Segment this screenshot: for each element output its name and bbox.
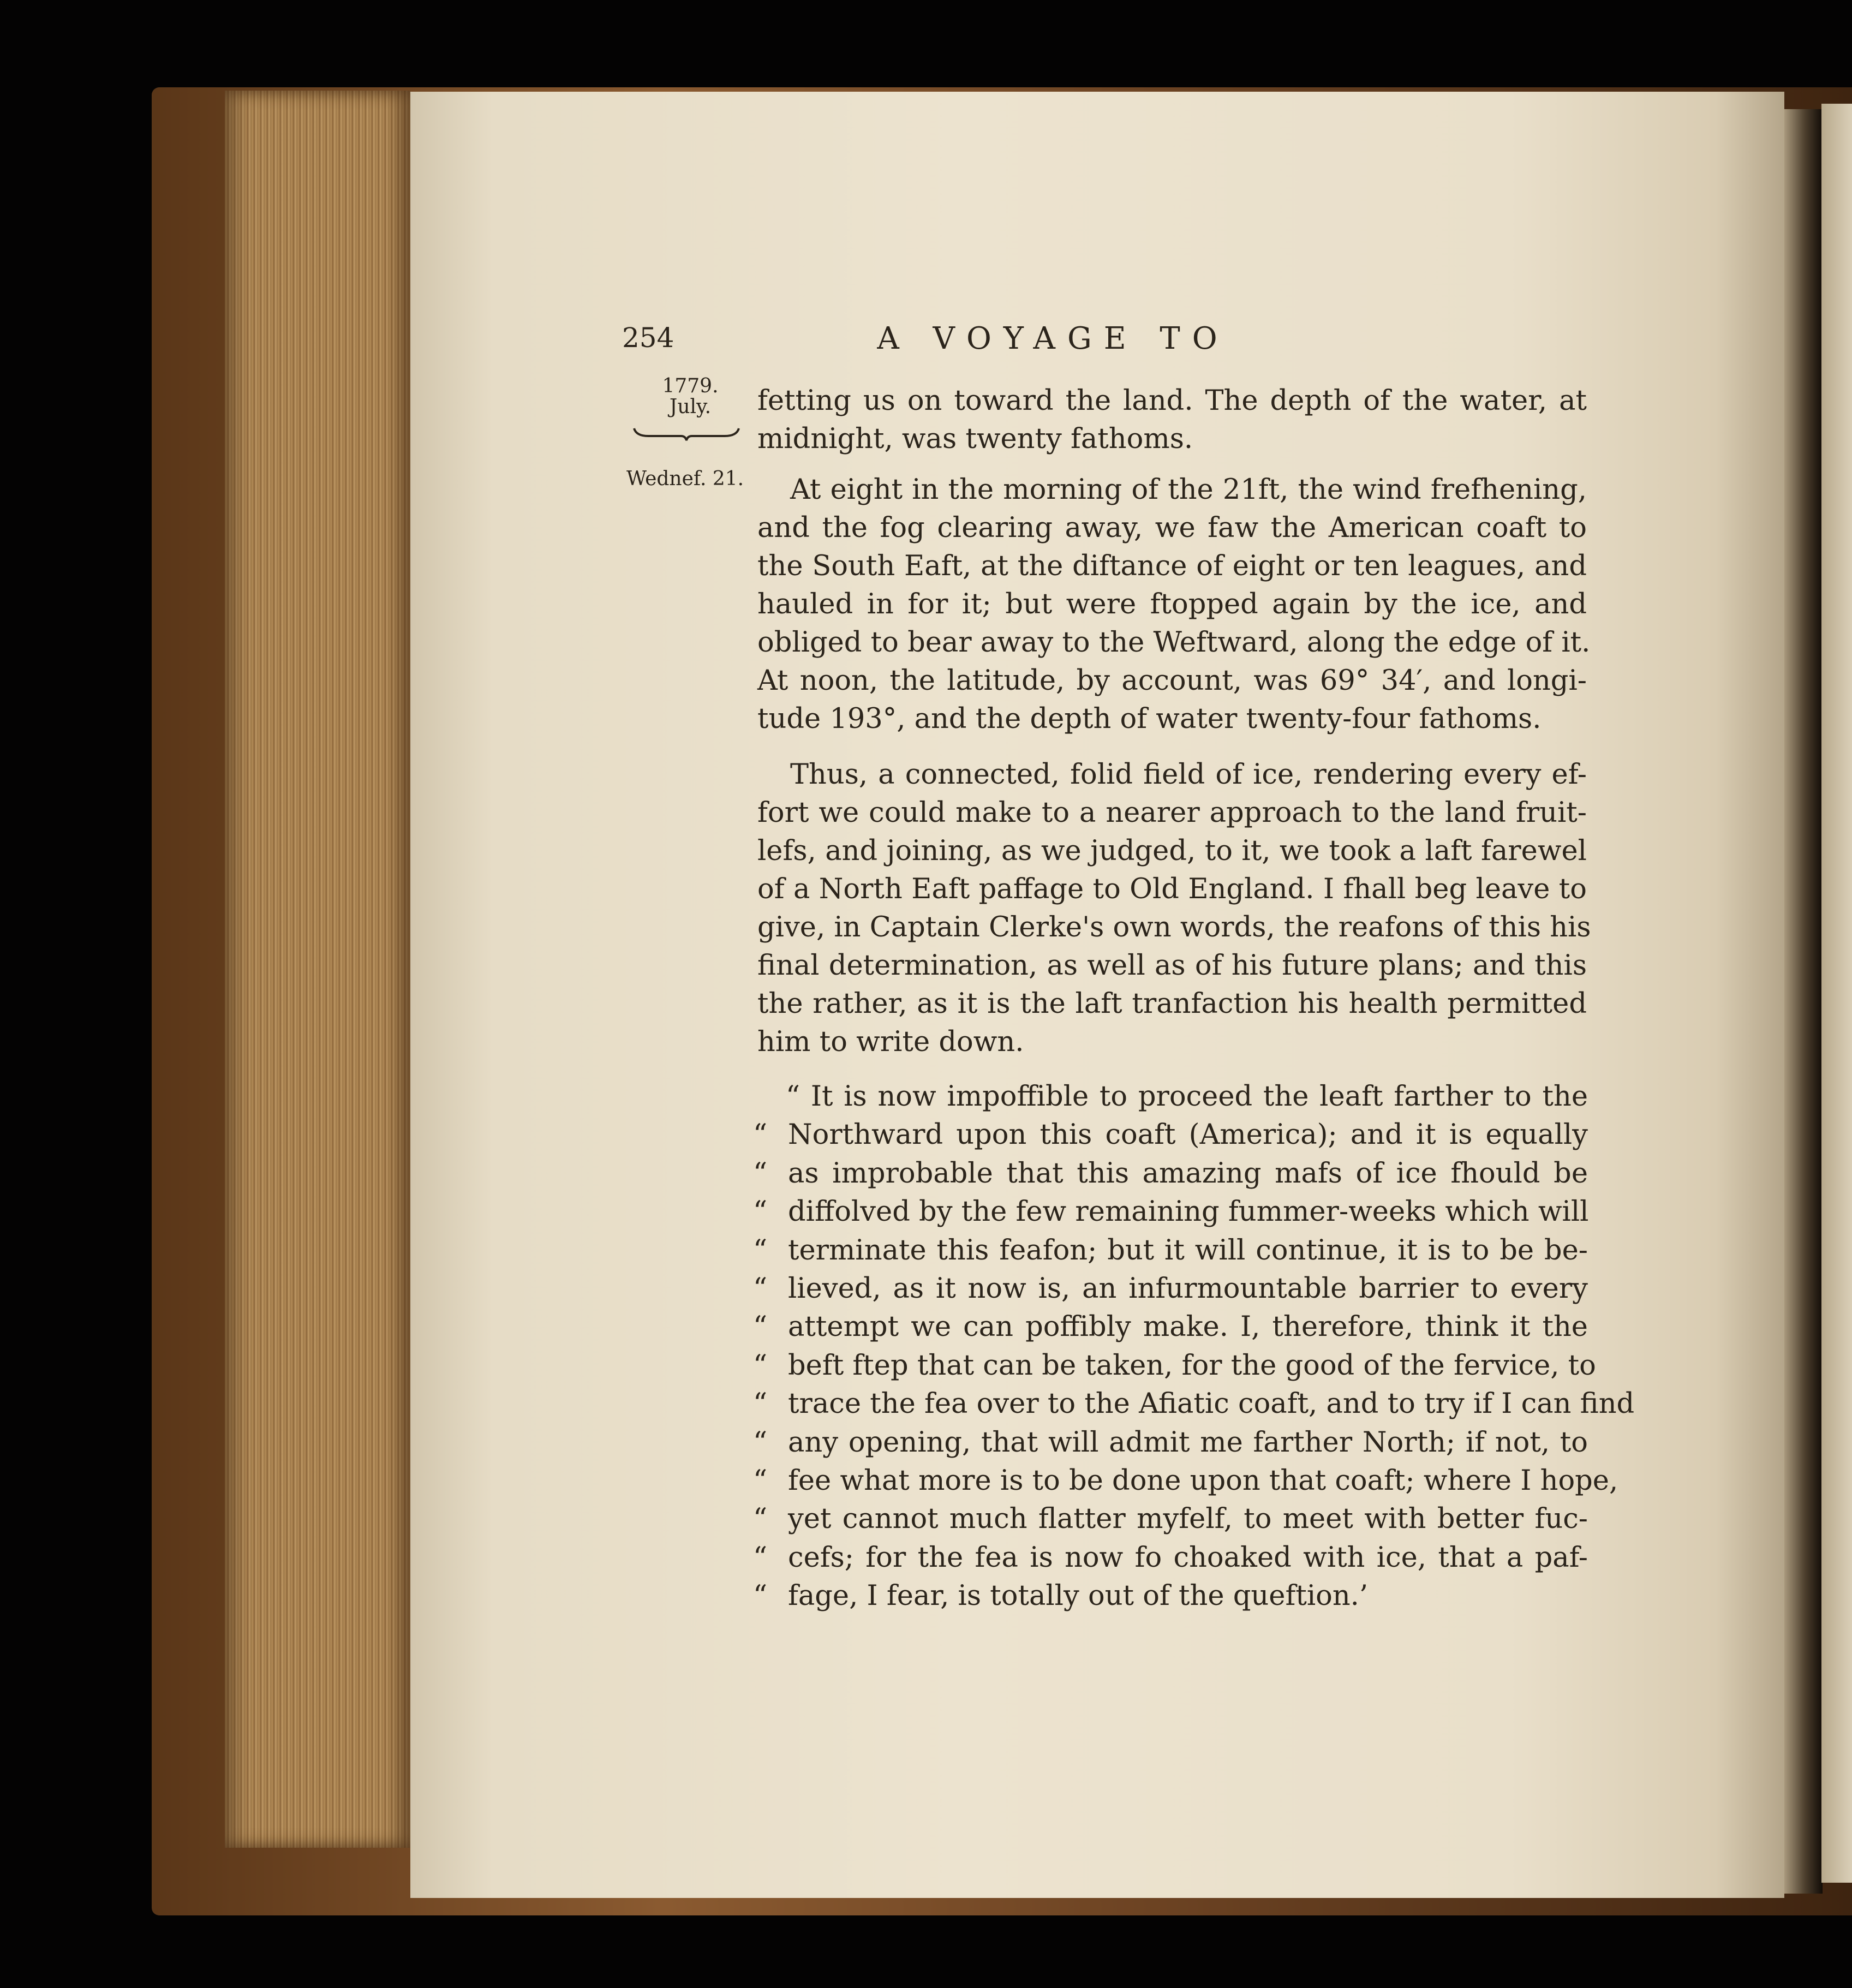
quote-line: beft ftep that can be taken, for the good of the fervice, to (788, 1349, 1596, 1382)
page-edges (225, 91, 410, 1848)
quote-mark: “ (753, 1273, 768, 1305)
quote-mark: “ (753, 1234, 768, 1267)
quote-line: terminate this feafon; but it will continue, it is to be be- (788, 1234, 1588, 1267)
quote-mark: “ (753, 1349, 768, 1382)
text-line: and the fog clearing away, we faw the American coaft to (757, 512, 1587, 544)
text-line: the rather, as it is the laft tranfaction his health permitted (757, 988, 1587, 1020)
text-line: fort we could make to a nearer approach to the land fruit- (757, 797, 1587, 829)
margin-brace (632, 423, 741, 445)
text-line: obliged to bear away to the Weftward, along the edge of it. (757, 626, 1591, 659)
quotation-block (753, 1078, 1635, 1616)
facing-page-edge (1821, 104, 1852, 1883)
quote-line: yet cannot much flatter myfelf, to meet with better fuc- (788, 1503, 1588, 1536)
quote-line: as improbable that this amazing mafs of ice fhould be (788, 1157, 1588, 1190)
quote-line: lieved, as it now is, an infurmountable barrier to every (788, 1273, 1588, 1305)
quote-line: cefs; for the fea is now fo choaked with ice, that a paf- (788, 1541, 1588, 1574)
quote-mark: “ (753, 1119, 768, 1151)
text-line: midnight, was twenty fathoms. (757, 423, 1193, 455)
quote-line: attempt we can poffibly make. I, therefore, think it the (788, 1311, 1588, 1344)
quote-mark: “ (753, 1426, 768, 1459)
text-line: give, in Captain Clerke's own words, the reafons of this his (757, 911, 1591, 944)
quote-mark: “ (753, 1196, 768, 1228)
quote-line: any opening, that will admit me farther North; if not, to (788, 1426, 1588, 1459)
text-line: fetting us on toward the land. The depth of the water, at (757, 385, 1587, 417)
text-line: lefs, and joining, as we judged, to it, we took a laft farewel (757, 835, 1587, 867)
quote-line: trace the fea over to the Afiatic coaft, and to try if I can find (788, 1388, 1635, 1420)
quote-mark: “ (753, 1503, 768, 1536)
text-line: of a North Eaft paffage to Old England. I fhall beg leave to (757, 873, 1587, 905)
paragraph-3 (757, 756, 1591, 1061)
book-gutter (1784, 109, 1823, 1894)
paragraph-2 (757, 471, 1591, 738)
text-line: the South Eaft, at the diftance of eight or ten leagues, and (757, 550, 1587, 582)
quote-mark: “ (753, 1388, 768, 1420)
quote-mark: “ (753, 1541, 768, 1574)
text-line: hauled in for it; but were ftopped again by the ice, and (757, 588, 1587, 620)
quote-line: diffolved by the few remaining fummer-weeks which will (788, 1196, 1589, 1228)
quote-line: Northward upon this coaft (America); and it is equally (788, 1119, 1588, 1151)
text-line: Thus, a connected, folid field of ice, rendering every ef- (790, 759, 1587, 791)
margin-year: 1779. (662, 375, 719, 397)
text-line: tude 193°, and the depth of water twenty-four fathoms. (757, 703, 1542, 735)
text-line: final determination, as well as of his future plans; and this (757, 950, 1587, 982)
margin-month: July. (669, 396, 712, 418)
page-number: 254 (622, 322, 674, 354)
quote-mark: “ (753, 1465, 768, 1497)
running-head: A VOYAGE TO (877, 320, 1229, 356)
quote-line: fee what more is to be done upon that coaft; where I hope, (788, 1465, 1618, 1497)
quote-mark: “ (753, 1311, 768, 1344)
quote-line: fage, I fear, is totally out of the queftion.’ (788, 1580, 1369, 1613)
quote-mark: “ (753, 1157, 768, 1190)
text-line: At noon, the latitude, by account, was 69° 34′, and longi- (757, 665, 1587, 697)
margin-day: Wednef. 21. (626, 468, 744, 490)
text-line: At eight in the morning of the 21ft, the wind frefhening, (790, 474, 1587, 506)
paragraph-1 (757, 382, 1587, 458)
text-line: him to write down. (757, 1026, 1024, 1058)
quote-line: “ It is now impoffible to proceed the leaft farther to the (786, 1080, 1588, 1113)
quote-mark: “ (753, 1580, 768, 1613)
